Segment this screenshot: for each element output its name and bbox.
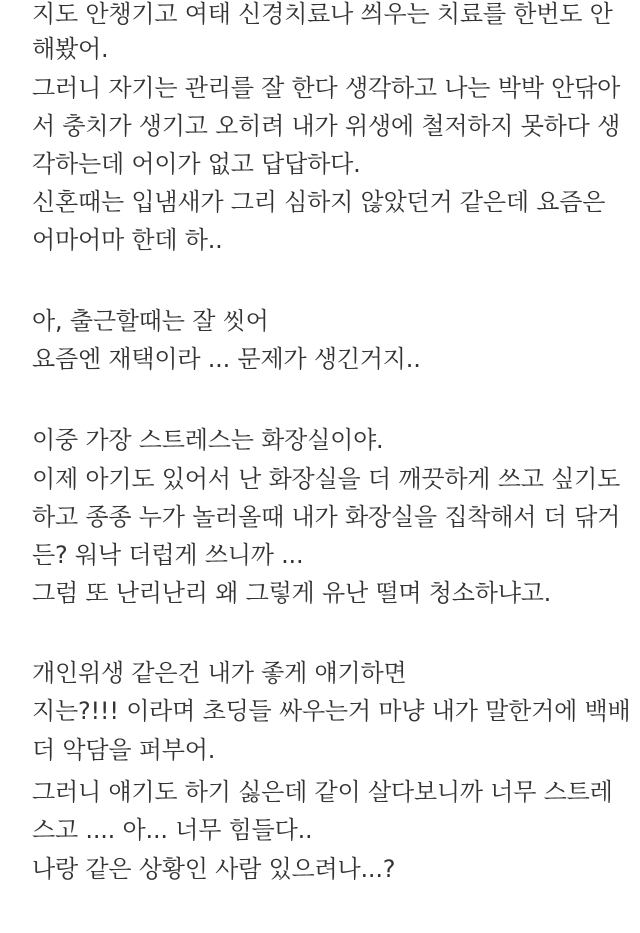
post-text-line: 그럼 또 난리난리 왜 그렇게 유난 떨며 청소하냐고. (32, 579, 552, 607)
post-text-line: 이중 가장 스트레스는 화장실이야. (32, 426, 384, 454)
post-text-line: 지도 안챙기고 여태 신경치료나 씌우는 치료를 한번도 안 (32, 0, 613, 28)
post-text-line: 그러니 자기는 관리를 잘 한다 생각하고 나는 박박 안닦아 (32, 74, 621, 102)
post-text-line: 나랑 같은 상황인 사람 있으려나...? (32, 855, 396, 883)
post-text-line: 지는?!!! 이라며 초딩들 싸우는거 마냥 내가 말한거에 백배 (32, 697, 631, 725)
post-text-line: 더 악담을 퍼부어. (32, 736, 216, 764)
post-text-line: 해봤어. (32, 35, 109, 63)
post-text-line: 그러니 얘기도 하기 싫은데 같이 살다보니까 너무 스트레 (32, 778, 613, 806)
post-text-line: 각하는데 어이가 없고 답답하다. (32, 150, 361, 178)
post-text-line: 든? 워낙 더럽게 쓰니까 ... (32, 541, 304, 569)
post-text-line: 어마어마 한데 하.. (32, 226, 223, 254)
post-text-line: 요즘엔 재택이라 ... 문제가 생긴거지.. (32, 345, 421, 373)
post-text-line: 아, 출근할때는 잘 씻어 (32, 307, 269, 335)
post-text-line: 서 충치가 생기고 오히려 내가 위생에 철저하지 못하다 생 (32, 112, 621, 140)
post-text-line: 하고 종종 누가 놀러올때 내가 화장실을 집착해서 더 닦거 (32, 503, 621, 531)
post-text-line: 개인위생 같은건 내가 좋게 얘기하면 (32, 659, 407, 687)
post-text-line: 이제 아기도 있어서 난 화장실을 더 깨끗하게 쓰고 싶기도 (32, 465, 621, 493)
post-text-line: 신혼때는 입냄새가 그리 심하지 않았던거 같은데 요즘은 (32, 188, 606, 216)
post-text-line: 스고 .... 아... 너무 힘들다.. (32, 816, 313, 844)
